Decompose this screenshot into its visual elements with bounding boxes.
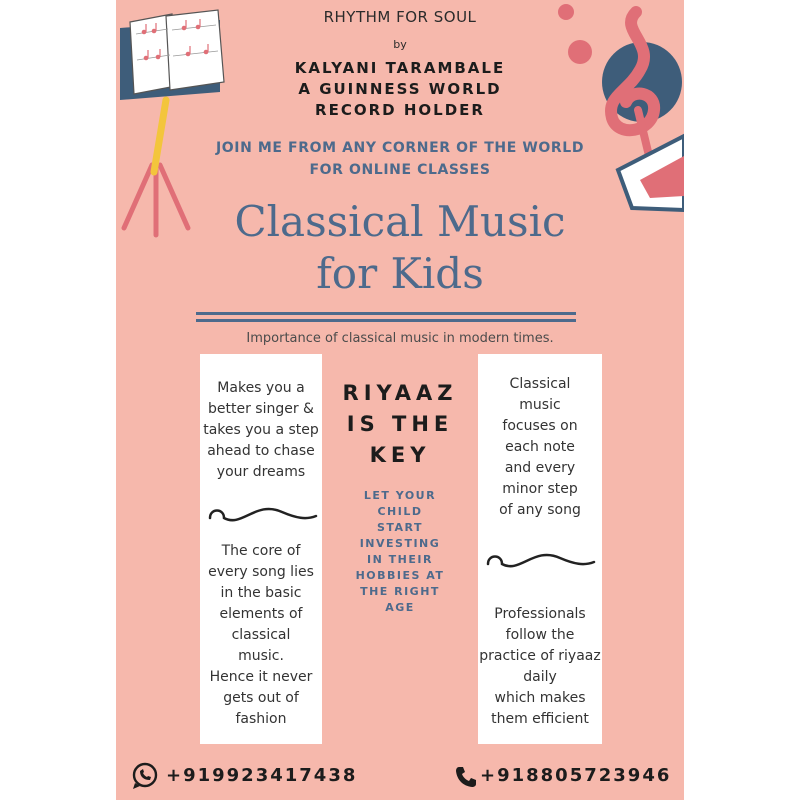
title-line: for Kids bbox=[316, 249, 484, 298]
text-line: and every bbox=[504, 460, 576, 476]
left-card-top-text bbox=[200, 378, 322, 483]
brand-name: RHYTHM FOR SOUL bbox=[323, 8, 477, 26]
text-line: follow the bbox=[505, 627, 575, 643]
title-line: Classical Music bbox=[234, 197, 566, 246]
text-line: of any song bbox=[499, 502, 581, 518]
text-line: which makes bbox=[494, 690, 586, 706]
author-line: RECORD HOLDER bbox=[315, 101, 485, 119]
invest-line: AGE bbox=[385, 601, 415, 614]
text-line: classical bbox=[231, 627, 291, 643]
join-line: FOR ONLINE CLASSES bbox=[309, 162, 491, 178]
text-line: practice of riyaaz bbox=[479, 648, 601, 664]
phone-icon bbox=[454, 765, 478, 789]
right-card-bottom-text bbox=[478, 604, 602, 730]
key-line: KEY bbox=[369, 443, 431, 467]
invest-line: IN THEIR bbox=[367, 553, 433, 566]
text-line: your dreams bbox=[216, 464, 306, 480]
divider-line bbox=[196, 312, 576, 315]
whatsapp-icon bbox=[130, 761, 160, 791]
text-line: elements of bbox=[219, 606, 303, 622]
text-line: Hence it never bbox=[209, 669, 313, 685]
text-line: Professionals bbox=[494, 606, 586, 622]
squiggle-divider bbox=[206, 502, 318, 530]
invest-line: CHILD bbox=[377, 505, 423, 518]
key-line: RIYAAZ bbox=[342, 381, 458, 405]
divider-line bbox=[196, 319, 576, 322]
left-info-card bbox=[200, 354, 322, 744]
text-line: better singer & bbox=[208, 401, 314, 417]
subtitle: Importance of classical music in modern times. bbox=[246, 331, 554, 346]
text-line: minor step bbox=[502, 481, 578, 497]
invest-line: LET YOUR bbox=[363, 489, 437, 502]
text-line: each note bbox=[505, 439, 575, 455]
author-block bbox=[116, 58, 684, 121]
poster bbox=[116, 0, 684, 800]
join-line: JOIN ME FROM ANY CORNER OF THE WORLD bbox=[215, 140, 585, 156]
text-line: Classical bbox=[509, 376, 571, 392]
left-card-bottom-text bbox=[200, 541, 322, 730]
right-info-card bbox=[478, 354, 602, 744]
invest-line: START bbox=[376, 521, 424, 534]
text-line: takes you a step bbox=[203, 422, 319, 438]
text-line: every song lies bbox=[208, 564, 314, 580]
phone-number[interactable]: +918805723946 bbox=[480, 765, 672, 786]
author-line: KALYANI TARAMBALE bbox=[294, 59, 506, 77]
text-line: in the basic bbox=[220, 585, 302, 601]
page-title bbox=[116, 196, 684, 300]
text-line: music bbox=[519, 397, 561, 413]
invest-text bbox=[328, 488, 472, 616]
by-label: by bbox=[393, 38, 407, 51]
invest-line: HOBBIES AT bbox=[355, 569, 445, 582]
whatsapp-number[interactable]: +919923417438 bbox=[166, 765, 358, 786]
squiggle-divider bbox=[484, 548, 596, 576]
author-line: A GUINNESS WORLD bbox=[298, 80, 502, 98]
text-line: fashion bbox=[235, 711, 287, 727]
text-line: ahead to chase bbox=[207, 443, 315, 459]
invest-line: THE RIGHT bbox=[360, 585, 440, 598]
text-line: gets out of bbox=[223, 690, 299, 706]
text-line: focuses on bbox=[502, 418, 578, 434]
text-line: Makes you a bbox=[217, 380, 305, 396]
join-text bbox=[116, 137, 684, 181]
key-line: IS THE bbox=[346, 412, 454, 436]
text-line: them efficient bbox=[491, 711, 589, 727]
text-line: The core of bbox=[221, 543, 301, 559]
text-line: music. bbox=[238, 648, 284, 664]
riyaaz-key-heading bbox=[328, 378, 472, 471]
right-card-top-text bbox=[478, 374, 602, 521]
text-line: daily bbox=[523, 669, 557, 685]
invest-line: INVESTING bbox=[359, 537, 441, 550]
